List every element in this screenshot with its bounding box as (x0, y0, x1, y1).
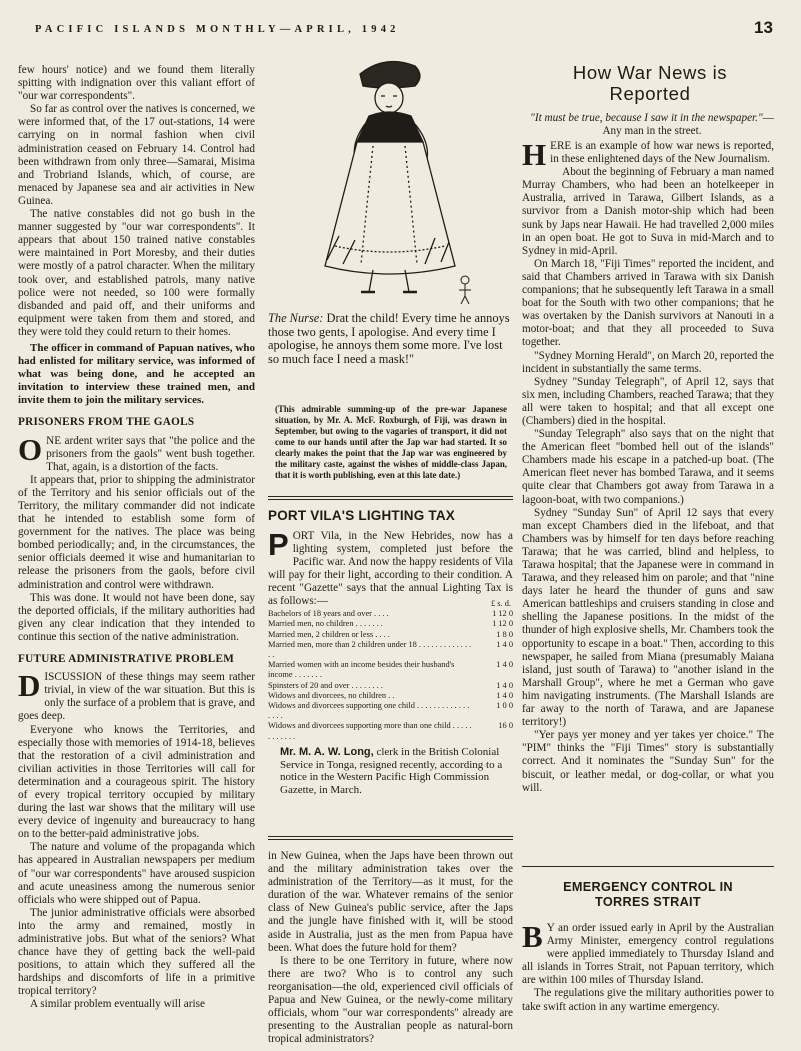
paragraph: few hours' notice) and we found them literally spitting with indignation over this valiant effort of "our war correspondents". (18, 64, 255, 103)
heading-line: How War News is (572, 62, 728, 83)
tax-row-amount: 1 4 0 (496, 639, 513, 649)
tax-row-amount: 1 4 0 (496, 680, 513, 690)
epigraph-attribution: —Any man in the street. (602, 112, 774, 137)
port-vila-body (268, 527, 513, 609)
person-name: Mr. M. A. W. Long, (280, 746, 374, 758)
tax-row-amount: 1 12 0 (492, 609, 513, 619)
tax-row-amount: 1 0 0 (496, 701, 513, 711)
drop-cap: H (522, 137, 547, 172)
paragraph-bold: The officer in command of Papuan natives, who had enlisted for military service, was informed of what was being done, and he accepted an invitation to interview these trained men, and invite them to join the military services. (18, 341, 255, 407)
subheading-future: FUTURE ADMINISTRATIVE PROBLEM (18, 653, 235, 666)
paragraph: Everyone who knows the Territories, and especially those with memories of 1914-18, believes that the restoration of a civil administration and civilian activities in those Territories will call for determination and a courageous spirit. The history of every tropical territory occupied by military during the last war shows that the military will use every device of ingenuity and bureaucracy to hang on to the better-paid administrative jobs. (18, 723, 255, 841)
tax-row (268, 691, 513, 701)
section-rule (522, 866, 774, 867)
page-number: 13 (754, 18, 773, 37)
paragraph (522, 919, 774, 987)
subheading-gaols: PRISONERS FROM THE GAOLS (18, 416, 195, 429)
paragraph-text: ERE is an example of how war news is reported, in these enlightened days of the New Journalism. (550, 140, 774, 166)
caption-speaker: The Nurse: (268, 311, 324, 325)
tax-row-amount: 1 8 0 (496, 629, 513, 639)
paragraph (522, 137, 774, 172)
section-rule (268, 496, 513, 500)
paragraph: Is there to be one Territory in future, where now there are two? Who is to control any such reorganisation—the old, experienced civil officials of Papua and New Guinea, or the newly-come military officials, whom "our war correspondents" already are presenting to the Australian people as natural-born tropical administrators? (268, 954, 513, 1046)
paragraph: This was done. It would not have been done, say the deported officials, if the military authorities had given any clear indication that they intended to continue this section of the native administration. (18, 591, 255, 643)
drop-cap: P (268, 527, 289, 562)
heading-torres-strait (522, 880, 774, 910)
paragraph: "Sydney Morning Herald", on March 20, reported the incident in substantially the same terms. (522, 349, 774, 375)
drop-cap: O (18, 431, 43, 467)
tax-row-amount: 1 12 0 (492, 619, 513, 629)
heading-war-news (530, 62, 770, 104)
cartoon-note: (This admirable summing-up of the pre-war Japanese situation, by Mr. A. McF. Roxburgh, of Fiji, was drawn in September, but owing to the vagaries of transport, it did not come to our hands until after the Jap war had started. It so clearly makes the point that the Jap war was engineered by the military caste, against the wishes of middle-class Japan, that it is worth publishing, even at this late date.) (275, 404, 507, 480)
tax-row-label: Married men, 2 children or less . . . . (268, 629, 390, 639)
tax-row-label: Married men, more than 2 children under 18 . . . . . . . . . . . . . . . (268, 639, 472, 660)
tax-row (268, 681, 513, 691)
tax-row (268, 630, 513, 640)
paragraph: A similar problem eventually will arise (30, 998, 205, 1011)
tax-row-label: Married men, no children . . . . . . . (268, 619, 383, 629)
paragraph-text: ORT Vila, in the New Hebrides, now has a lighting system, completed just before the Pacific war. And now the happy residents of Vila will pay for their light, according to their condition. A recent "Gazette" says that the annual Lighting Tax is as follows:— (268, 530, 513, 608)
tax-row (268, 701, 513, 721)
tax-row-label: Widows and divorcees supporting one child . . . . . . . . . . . . . . . . . (268, 701, 470, 721)
paragraph: "Sunday Telegraph" also says that on the night that the American fleet "bombed hell out of the islands" Chambers made his escape in a patched-up boat. (The American fleet never has bombed Tarawa, and it seems quite clear that Chambers got away from Tarawa in a lagoon-boat, with two companions.) (522, 428, 774, 506)
drop-cap: B (522, 919, 543, 954)
paragraph: in New Guinea, when the Japs have been thrown out and the military administration takes over the administration of the Territory—as it must, for the duration of the war. Whatever remains of the senior class of New Guinea's public service, after the Japs and the jungle have finished with it, will be stood aside in Australia, just as the men from Papua have been. What does the future hold for them? (268, 850, 513, 954)
cartoon-caption (268, 312, 513, 366)
tax-row (268, 640, 513, 660)
page-header (0, 0, 801, 46)
paragraph: The junior administrative officials were absorbed into the army and remained, mostly in administrative jobs. But what of the seniors? What chance have they of getting back the well-paid positions, to attain which they suffered all the hardships and discomforts of life in a primitive tropical territory? (18, 906, 255, 998)
paragraph (18, 668, 256, 723)
column-left (18, 64, 255, 1012)
column-right-torres (522, 919, 774, 1014)
section-rule (268, 836, 513, 840)
tax-row-label: Widows and divorcees supporting more than one child . . . . . . . . . . . . (268, 721, 472, 741)
paragraph: It appears that, prior to shipping the administrator of the Territory and his senior officials out of the Territory, the military commander did not indicate that he intended to establish some form of government for the natives. The place was being bombed periodically; and, in the circumstances, the senior officials deemed it wise and humanitarian to release the prisoners from the gaols, before civil administration and control were withdrawn. (18, 473, 255, 591)
paragraph (18, 431, 255, 474)
paragraph-text: Y an order issued early in April by the Australian Army Minister, emergency control regulations were applied immediately to Thursday Island and all islands in Torres Strait, not Papuan territory, which are within 100 miles of Thursday Island. (522, 922, 774, 987)
nurse-cartoon-illustration (265, 46, 510, 308)
drop-cap: D (18, 668, 41, 704)
paragraph: Sydney "Sunday Telegraph", of April 12, says that six men, including Chambers, reached Tarawa; that they all were taken to hospital; and that all except one (Chambers) died in the hospital. (522, 375, 774, 427)
tax-row-label: Widows and divorcees, no children . . (268, 690, 395, 700)
heading-line: TORRES STRAIT (595, 895, 701, 909)
paragraph: So far as control over the natives is concerned, we were informed that, of the 17 out-stations, 14 were carrying on in normal fashion when civil administration ceased on February 14. Control had been withdrawn from only three—Samarai, Misima and Trobriand Islands, which, of course, are menaced by Japanese sea and air activities in New Guinea. (18, 103, 255, 207)
paragraph: About the beginning of February a man named Murray Chambers, who had been an hotelkeeper in Australia, arrived in Tarawa, Gilbert Islands, as a survivor from a Danish motor-ship which had been sunk by Japs near Hawaii. He had travelled 2,000 miles in an open boat. He got to Suva in mid-March and to Sydney in mid-April. (522, 166, 774, 257)
paragraph: Sydney "Sunday Sun" of April 12 says that every man except Chambers died in the lifeboat, and that Chambers was by himself for ten days before reaching Tarawa; that he was carried, blind and helpless, to Tarawa hospital; that the Japanese were in command in Tarawa, and they released him on parole; and that "nine days later he heard the thunder of guns and saw American battleships and cruisers standing in close and shelling the Japanese positions. In the midst of the thunder of high explosive shells, Mr. Chambers took the opportunity to escape in a boat." Then, according to this newspaper, he sailed from Miana (presumably Maiana island, just south of Tarawa) to "another island in the Marshall Group", where he met a German who gave him navigating instruments. (The Marshall Islands are far away to the north of Tarawa, and are Japanese territory!) (522, 506, 774, 729)
tax-row (268, 619, 513, 629)
paragraph-text: NE ardent writer says that "the police and the prisoners from the gaols" went bush together. That, again, is a distortion of the facts. (46, 434, 255, 473)
tax-row (268, 660, 513, 680)
paragraph: The native constables did not go bush in the manner suggested by "our war correspondents". It appears that about 150 trained native constables were maintained in Port Moresby, and their duties were mostly of a patrol character. When the military took over, and established patrols, many native police were not needed, so 100 were formally disbanded and paid off, and their uniforms and equipment were taken from them and stored, and they were told they could return to their homes. (18, 208, 255, 338)
tax-row-amount: 1 4 0 (496, 690, 513, 700)
heading-line: EMERGENCY CONTROL IN (563, 880, 733, 894)
paragraph: The nature and volume of the propaganda which has appeared in Australian newspapers per medium of "our war correspondents" have aroused suspicion and acute uneasiness among the numerous senior officials who were shipped out of Papua. (18, 841, 255, 906)
tax-row-amount: 1 4 0 (496, 660, 513, 670)
lighting-tax-table (268, 599, 513, 742)
tax-row-label: Bachelors of 18 years and over . . . . (268, 609, 389, 619)
running-title: PACIFIC ISLANDS MONTHLY—APRIL, 1942 (35, 24, 400, 35)
tax-row-label: Married women with an income besides their husband's income . . . . . . . (268, 660, 455, 680)
tax-row (268, 721, 513, 741)
tax-row-label: Spinsters of 20 and over . . . . . . . . (268, 680, 383, 690)
tax-row (268, 609, 513, 619)
paragraph: "Yer pays yer money and yer takes yer choice." The "PIM" thinks the "Fiji Times" story is substantially correct. And it nominates the "Sunday Sun" for the biscuit, or leather medal, or dog-collar, or what you will. (522, 729, 774, 794)
long-note (280, 746, 513, 796)
note-text: clerk in the British Colonial Service in Tonga, resigned recently, according to a notice in the Western Pacific High Commission Gazette, in March. (280, 746, 503, 796)
currency-header: £ s. d. (490, 599, 511, 608)
heading-port-vila: PORT VILA'S LIGHTING TAX (268, 508, 456, 523)
paragraph-text: ISCUSSION of these things may seem rather trivial, in view of the war situation. But this is only the surface of a problem that is grave, and goes deep. (18, 671, 256, 723)
paragraph: On March 18, "Fiji Times" reported the incident, and said that Chambers arrived in Tarawa with six Danish companions; that he subsequently left Tarawa in a small boat for the South with two other companions; that he was overtaken by the Danish survivors at Nanouti in a motor-boat; and that they all proceeded to Suva together. (522, 257, 774, 349)
column-right (522, 137, 774, 795)
column-middle-continued (268, 850, 513, 1046)
caption-text: Drat the child! Every time he annoys those two gents, I apologise. And every time I apologise, he annoys them some more. I've lost so much face I need a mask!" (268, 311, 510, 366)
epigraph-quote: "It must be true, because I saw it in the newspaper." (530, 112, 763, 124)
epigraph (530, 112, 774, 137)
tax-row-amount: 16 0 (498, 721, 513, 731)
paragraph: The regulations give the military authorities power to take swift action in any wartime emergency. (522, 987, 774, 1013)
heading-line: Reported (609, 83, 691, 104)
